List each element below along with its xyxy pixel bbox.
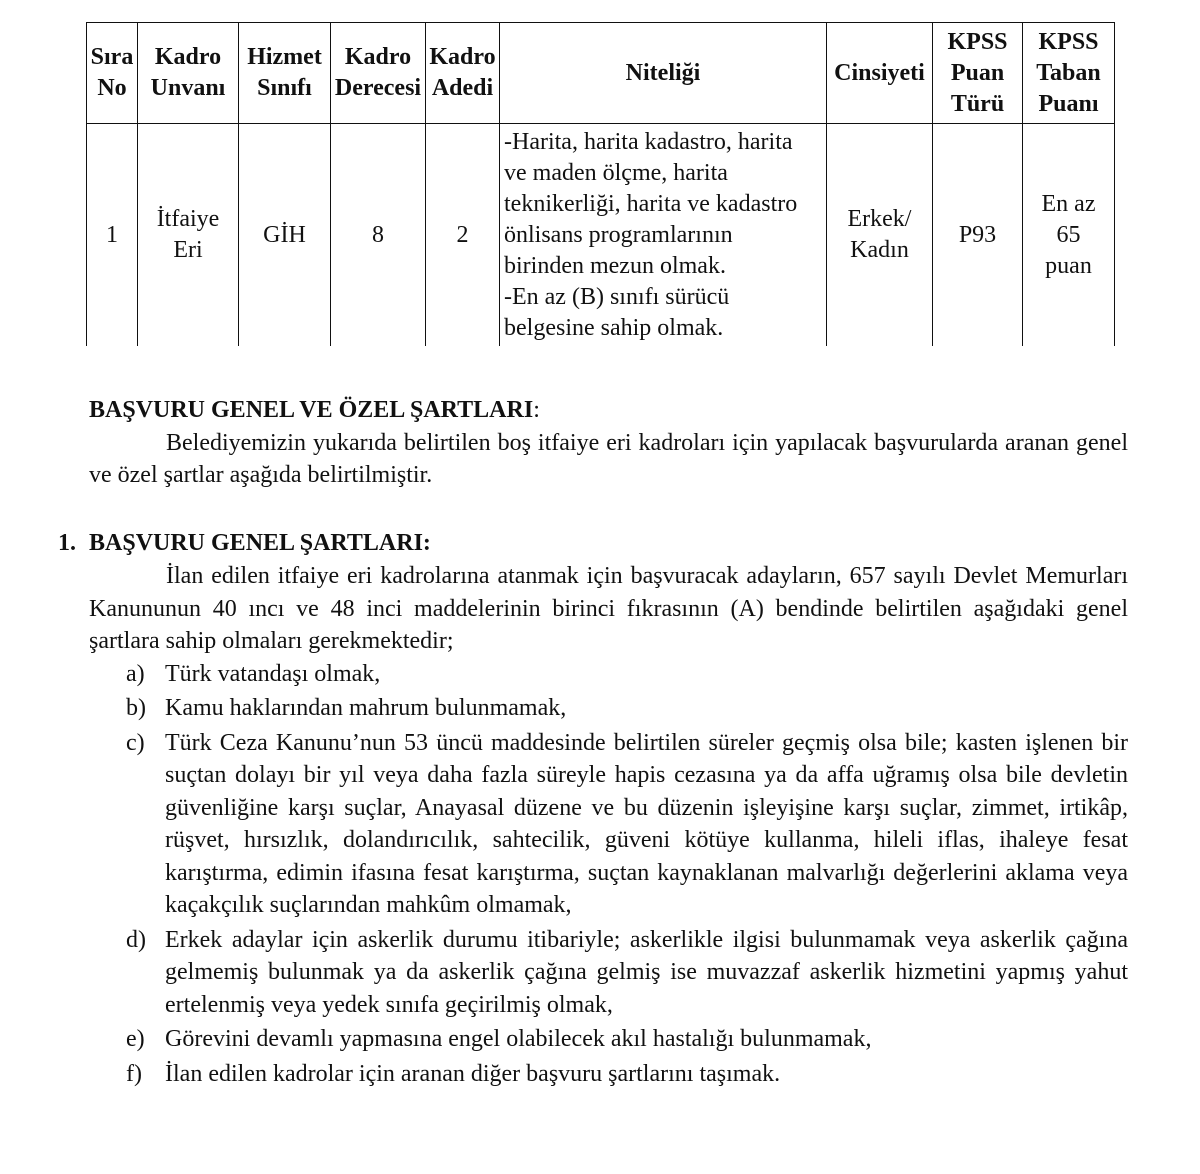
section-general-special-paragraph: Belediyemizin yukarıda belirtilen boş itfaiye eri kadroları için yapılacak başvurularda aranan genel ve özel şartlar aşağıda belirtilmiştir. [89, 429, 1128, 488]
header-niteligi: Niteliği [500, 23, 827, 124]
header-kpss-puan-turu: KPSS Puan Türü [933, 23, 1023, 124]
cell-niteligi: -Harita, harita kadastro, harita ve maden ölçme, harita teknikerliği, harita ve kadastro önlisans programlarının birinden mezun olmak. -En az (B) sınıfı sürücü belgesine sahip olmak. [500, 124, 827, 347]
list-item: d) Erkek adaylar için askerlik durumu itibariyle; askerlikle ilgisi bulunmamak veya askerlik çağına gelmemiş bulunmak ya da askerlik çağına gelmiş ise muvazzaf askerlik hizmetini yapmış yahut ertelenmiş veya yedek sınıfa geçirilmiş olmak, [126, 926, 1128, 1018]
cell-kadro-unvani: İtfaiye Eri [138, 124, 239, 347]
header-kadro-adedi: Kadro Adedi [426, 23, 500, 124]
cell-kpss-taban-puani: En az 65 puan [1023, 124, 1115, 347]
list-item: c) Türk Ceza Kanunu’nun 53 üncü maddesinde belirtilen süreler geçmiş olsa bile; kasten işlenen bir suçtan dolayı bir yıl veya daha fazla süreyle hapis cezasına ya da affa uğramış olsa bile devletin güvenliğine karşı suçlar, Anayasal düzene ve bu düzenin işleyişine karşı suçlar, zimmet, irtikâp, rüşvet, hırsızlık, dolandırıcılık, sahtecilik, güveni kötüye kullanma, hileli iflas, ihaleye fesat karıştırma, edimin ifasına fesat karıştırma, suçtan kaynaklanan malvarlığı değerlerini aklama veya kaçakçılık suçlarından mahkûm olmamak, [126, 729, 1128, 918]
list-item: a) Türk vatandaşı olmak, [126, 660, 381, 687]
kadro-table [86, 22, 1115, 346]
cell-cinsiyeti: Erkek/ Kadın [827, 124, 933, 347]
table-header-row [87, 23, 1115, 124]
conditions-list [89, 658, 1128, 1091]
section-1-paragraph: İlan edilen itfaiye eri kadrolarına atanmak için başvuracak adayların, 657 sayılı Devlet Memurları Kanununun 40 ıncı ve 48 inci maddelerinin birinci fıkrasının (A) bendinde belirtilen aşağıdaki genel şartlara sahip olmaları gerekmektedir; [89, 563, 1128, 654]
cell-kadro-adedi: 2 [426, 124, 500, 347]
section-general-special-heading: BAŞVURU GENEL VE ÖZEL ŞARTLARI: [89, 397, 540, 423]
section-general-special [89, 394, 1128, 492]
list-item: b) Kamu haklarından mahrum bulunmamak, [126, 695, 567, 721]
list-item: e) Görevini devamlı yapmasına engel olabilecek akıl hastalığı bulunmamak, [126, 1026, 872, 1052]
header-kpss-taban-puani: KPSS Taban Puanı [1023, 23, 1115, 124]
section-1-number: 1. [58, 530, 76, 556]
header-cinsiyeti: Cinsiyeti [827, 23, 933, 124]
table-row [87, 124, 1115, 347]
cell-sira-no: 1 [87, 124, 138, 347]
header-kadro-unvani: Kadro Unvanı [138, 23, 239, 124]
cell-hizmet-sinifi: GİH [239, 124, 331, 347]
header-kadro-derecesi: Kadro Derecesi [331, 23, 426, 124]
header-hizmet-sinifi: Hizmet Sınıfı [239, 23, 331, 124]
cell-kpss-puan-turu: P93 [933, 124, 1023, 347]
cell-kadro-derecesi: 8 [331, 124, 426, 347]
section-1-heading: BAŞVURU GENEL ŞARTLARI: [89, 530, 431, 556]
section-1-heading-row [58, 527, 1128, 560]
header-sira-no: Sıra No [87, 23, 138, 124]
section-1-body [89, 560, 1128, 1090]
list-item: f) İlan edilen kadrolar için aranan diğer başvuru şartlarını taşımak. [126, 1060, 781, 1087]
